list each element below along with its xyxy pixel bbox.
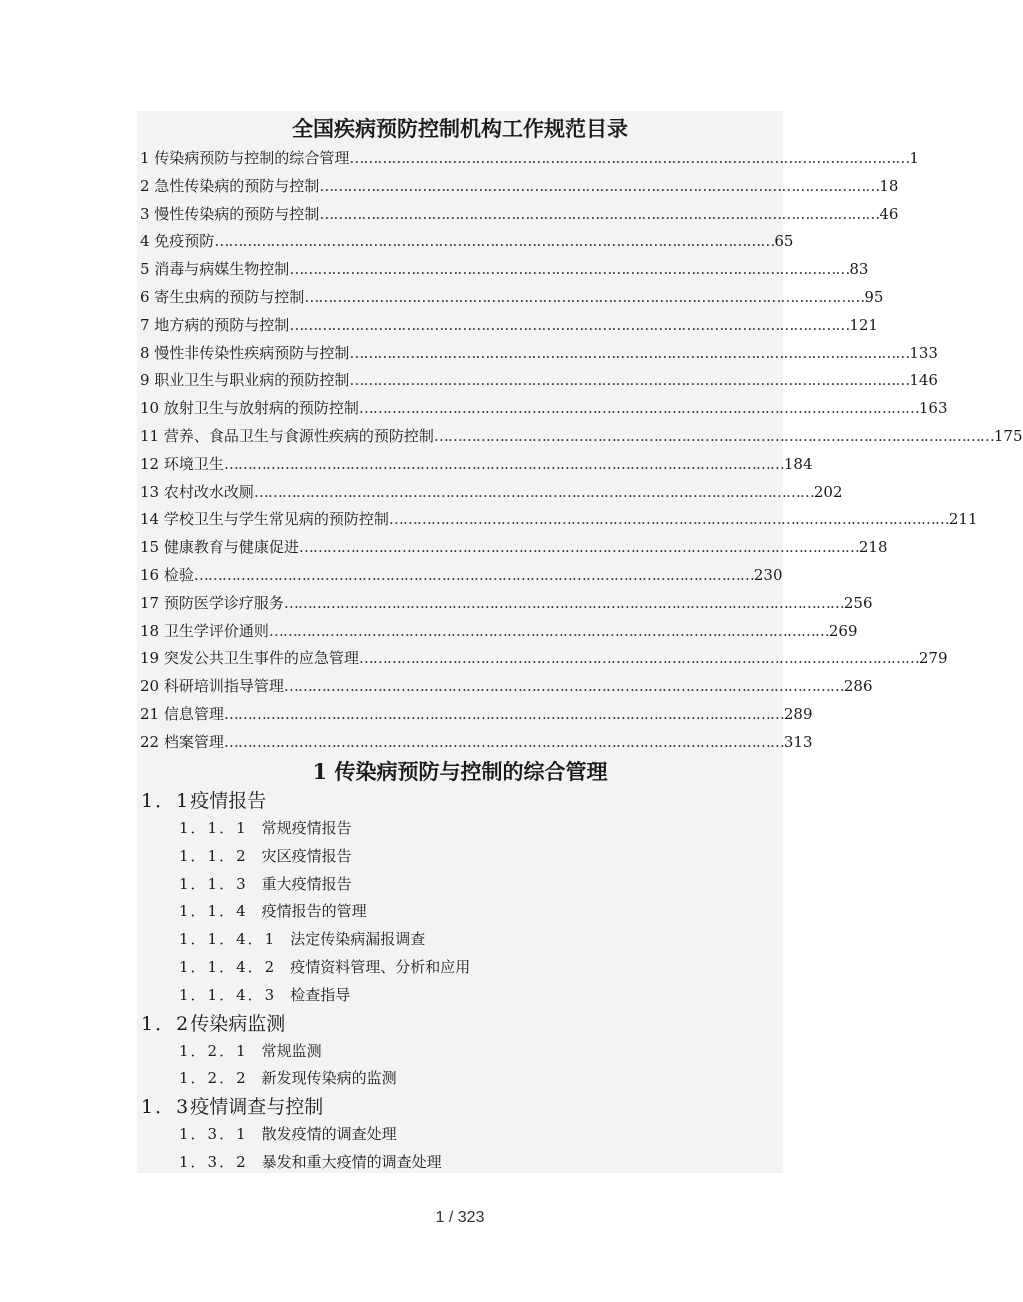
toc-leader-dots: ………………………………………………………………………………………………………… <box>349 343 910 362</box>
toc-leader-dots: ………………………………………………………………………………………………………… <box>283 593 844 612</box>
toc-entry[interactable] <box>140 173 899 201</box>
toc-entry-title: 14 学校卫生与学生常见病的预防控制 <box>140 510 389 529</box>
toc-entry-page: 313 <box>783 732 813 751</box>
toc-entry-title: 1 传染病预防与控制的综合管理 <box>140 149 350 167</box>
section-number: 1．2．2 <box>179 1069 248 1088</box>
toc-entry-title: 11 营养、食品卫生与食源性疾病的预防控制 <box>140 426 434 445</box>
subsection-item <box>137 843 783 871</box>
toc-leader-dots: ………………………………………………………………………………………………………… <box>253 482 814 501</box>
toc-entry[interactable] <box>140 367 938 395</box>
subsection-item <box>137 926 783 954</box>
toc-entry[interactable] <box>140 562 783 590</box>
section-text: 散发疫情的调查处理 <box>261 1125 397 1144</box>
toc-leader-dots: ………………………………………………………………………………………………………… <box>289 315 850 334</box>
section-number: 1．1．4．1 <box>179 930 277 949</box>
toc-entry-title: 4 免疫预防 <box>140 232 215 251</box>
toc-entry-page: 121 <box>849 315 878 334</box>
section-number: 1．2．1 <box>179 1041 248 1060</box>
toc-leader-dots: ………………………………………………………………………………………………………… <box>223 704 784 723</box>
section-text: 法定传染病漏报调查 <box>290 930 426 949</box>
toc-entry-page: 218 <box>858 538 888 557</box>
toc-entry-title: 19 突发公共卫生事件的应急管理 <box>140 649 359 668</box>
subsection-item <box>137 982 783 1010</box>
toc-entry[interactable] <box>140 451 813 479</box>
toc-entry[interactable] <box>140 590 873 618</box>
section-text: 传染病监测 <box>190 1012 286 1035</box>
section-text: 疫情报告的管理 <box>261 902 367 921</box>
toc-leader-dots: ………………………………………………………………………………………………………… <box>319 176 880 195</box>
section-heading <box>137 1010 783 1038</box>
page-indicator: 1 / 323 <box>435 1209 485 1226</box>
toc-entry-title: 3 慢性传染病的预防与控制 <box>140 204 320 223</box>
toc-leader-dots: ………………………………………………………………………………………………………… <box>268 621 829 640</box>
subsection-item <box>137 1065 783 1093</box>
toc-entry-title: 16 检验 <box>140 565 194 584</box>
section-text: 常规疫情报告 <box>261 819 352 837</box>
toc-leader-dots: ………………………………………………………………………………………………………… <box>214 232 775 251</box>
chapter-title: 1 传染病预防与控制的综合管理 <box>312 759 608 784</box>
subsection-item <box>137 954 783 982</box>
toc-entry[interactable] <box>140 395 948 423</box>
section-number: 1．3．2 <box>179 1152 248 1171</box>
toc-entry[interactable] <box>140 201 899 229</box>
toc-entry-page: 269 <box>828 621 858 640</box>
toc-entry-page: 256 <box>843 593 873 612</box>
toc-entry-page: 133 <box>909 343 938 362</box>
toc-entry[interactable] <box>140 340 938 368</box>
toc-entry-title: 22 档案管理 <box>140 732 224 751</box>
section-number: 1．3 <box>141 1096 191 1119</box>
section-number: 1．3．1 <box>179 1125 248 1144</box>
chapter-outline <box>137 787 783 1177</box>
table-of-contents <box>140 145 1023 757</box>
toc-entry-title: 17 预防医学诊疗服务 <box>140 593 284 612</box>
toc-entry-title: 5 消毒与病媒生物控制 <box>140 260 290 279</box>
toc-entry[interactable] <box>140 228 794 256</box>
section-text: 新发现传染病的监测 <box>261 1069 397 1088</box>
toc-entry-page: 279 <box>918 649 948 668</box>
toc-entry[interactable] <box>140 618 858 646</box>
toc-leader-dots: ………………………………………………………………………………………………………… <box>358 399 919 418</box>
toc-entry[interactable] <box>140 423 1023 451</box>
section-number: 1．2 <box>141 1012 191 1035</box>
toc-entry-page: 163 <box>918 399 948 418</box>
section-number: 1．1．1 <box>179 819 248 837</box>
toc-leader-dots: ………………………………………………………………………………………………………… <box>349 149 910 167</box>
section-text: 检查指导 <box>290 985 351 1004</box>
section-text: 重大疫情报告 <box>261 874 352 893</box>
section-heading <box>137 1093 783 1121</box>
toc-entry[interactable] <box>140 645 948 673</box>
section-text: 疫情报告 <box>190 790 267 812</box>
toc-leader-dots: ………………………………………………………………………………………………………… <box>223 732 784 751</box>
subsection-item <box>137 898 783 926</box>
section-text: 灾区疫情报告 <box>261 846 352 865</box>
toc-entry-title: 9 职业卫生与职业病的预防控制 <box>140 371 350 390</box>
toc-entry-title: 10 放射卫生与放射病的预防控制 <box>140 399 359 418</box>
toc-entry-page: 286 <box>843 677 873 696</box>
subsection-item <box>137 815 783 843</box>
toc-leader-dots: ………………………………………………………………………………………………………… <box>193 565 754 584</box>
toc-entry-page: 46 <box>879 204 899 223</box>
toc-leader-dots: ………………………………………………………………………………………………………… <box>283 677 844 696</box>
toc-entry-page: 184 <box>783 454 813 473</box>
toc-entry-title: 12 环境卫生 <box>140 454 224 473</box>
toc-entry[interactable] <box>140 729 813 757</box>
toc-entry-page: 289 <box>783 704 813 723</box>
section-number: 1．1．4 <box>179 902 248 921</box>
section-text: 疫情资料管理、分析和应用 <box>290 957 471 976</box>
toc-entry-title: 13 农村改水改厕 <box>140 482 254 501</box>
toc-entry-page: 175 <box>993 426 1023 445</box>
subsection-item <box>137 1121 783 1149</box>
toc-entry[interactable] <box>140 256 869 284</box>
toc-entry-page: 211 <box>948 510 978 529</box>
toc-leader-dots: ………………………………………………………………………………………………………… <box>223 454 784 473</box>
toc-entry-page: 146 <box>909 371 938 390</box>
toc-entry-title: 8 慢性非传染性疾病预防与控制 <box>140 343 350 362</box>
toc-entry[interactable] <box>140 479 843 507</box>
toc-leader-dots: ………………………………………………………………………………………………………… <box>358 649 919 668</box>
subsection-item <box>137 871 783 899</box>
section-number: 1．1．3 <box>179 874 248 893</box>
toc-entry-title: 6 寄生虫病的预防与控制 <box>140 287 305 306</box>
toc-entry-page: 202 <box>813 482 843 501</box>
toc-entry-title: 2 急性传染病的预防与控制 <box>140 176 320 195</box>
toc-entry-title: 21 信息管理 <box>140 704 224 723</box>
toc-entry[interactable] <box>140 701 813 729</box>
toc-leader-dots: ………………………………………………………………………………………………………… <box>433 426 994 445</box>
subsection-item <box>137 1149 783 1177</box>
toc-entry[interactable] <box>140 284 884 312</box>
toc-entry[interactable] <box>140 145 919 173</box>
toc-entry[interactable] <box>140 673 873 701</box>
section-text: 常规监测 <box>261 1041 322 1060</box>
toc-entry-page: 1 <box>909 149 919 167</box>
toc-entry-page: 65 <box>774 232 794 251</box>
document-page <box>137 111 1023 1173</box>
toc-entry[interactable] <box>140 312 878 340</box>
section-text: 疫情调查与控制 <box>190 1096 324 1119</box>
toc-entry-page: 230 <box>753 565 783 584</box>
section-text: 暴发和重大疫情的调查处理 <box>261 1152 442 1171</box>
toc-entry-page: 18 <box>879 176 899 195</box>
toc-entry-title: 18 卫生学评价通则 <box>140 621 269 640</box>
section-heading <box>137 787 783 815</box>
toc-entry-title: 15 健康教育与健康促进 <box>140 538 299 557</box>
toc-entry[interactable] <box>140 506 978 534</box>
section-number: 1．1．4．2 <box>179 957 277 976</box>
toc-entry-title: 7 地方病的预防与控制 <box>140 315 290 334</box>
toc-leader-dots: ………………………………………………………………………………………………………… <box>349 371 910 390</box>
toc-entry[interactable] <box>140 534 888 562</box>
toc-leader-dots: ………………………………………………………………………………………………………… <box>388 510 949 529</box>
section-number: 1．1 <box>141 790 191 812</box>
toc-leader-dots: ………………………………………………………………………………………………………… <box>298 538 859 557</box>
section-number: 1．1．2 <box>179 846 248 865</box>
toc-entry-page: 95 <box>864 287 884 306</box>
subsection-item <box>137 1038 783 1066</box>
toc-leader-dots: ………………………………………………………………………………………………………… <box>304 287 865 306</box>
toc-entry-title: 20 科研培训指导管理 <box>140 677 284 696</box>
toc-title: 全国疾病预防控制机构工作规范目录 <box>292 116 628 141</box>
section-number: 1．1．4．3 <box>179 985 277 1004</box>
toc-leader-dots: ………………………………………………………………………………………………………… <box>319 204 880 223</box>
toc-leader-dots: ………………………………………………………………………………………………………… <box>289 260 850 279</box>
toc-entry-page: 83 <box>849 260 869 279</box>
